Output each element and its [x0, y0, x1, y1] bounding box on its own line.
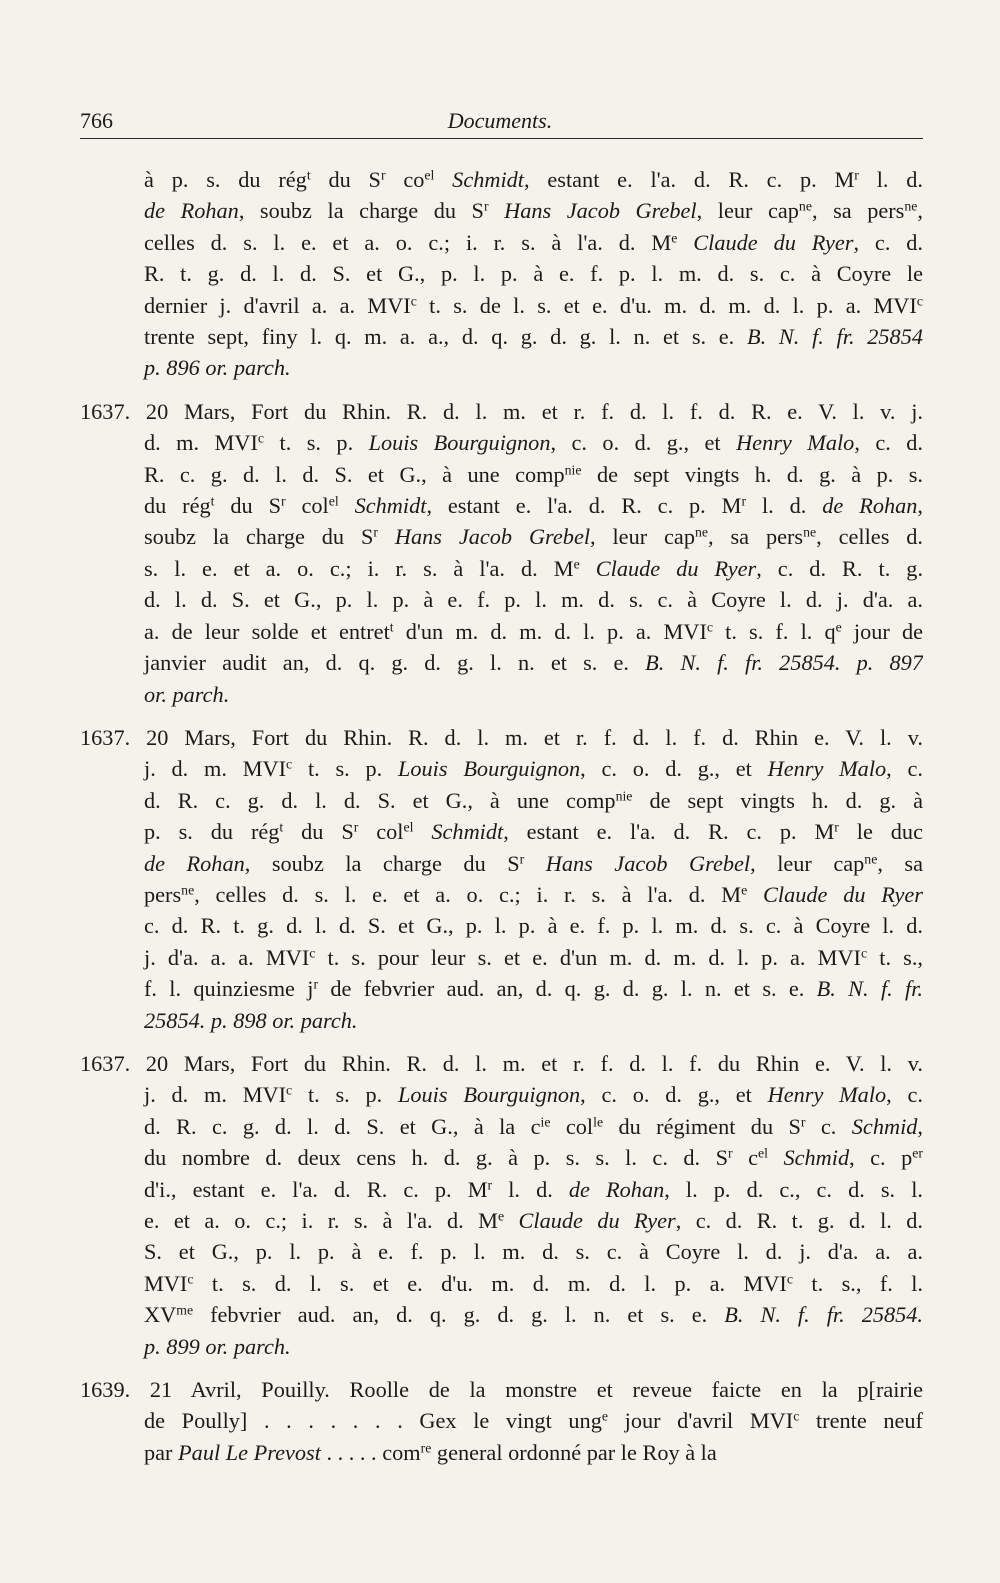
text-line: de Rohan, soubz la charge du $S^r$ Hans Jacob Grebel, leur cap$^{ne}$, sa pers$^{ne}$,	[144, 198, 923, 224]
text-line: d. m. MVI$^c$ t. s. p. Louis Bourguignon, c. o. d. g., et Henry Malo, c. d.	[144, 430, 923, 456]
running-title: Documents.	[447, 108, 553, 133]
text-line: de Rohan, soubz la charge du $S^r$ Hans Jacob Grebel, leur cap$^{ne}$, sa	[144, 850, 923, 876]
text-line: a. de leur solde et entret$^t$ d'un m. d. m. d. l. p. a. MVI$^c$ t. s. f. l. $q^e$ jour de	[144, 618, 923, 644]
text-line: du rég$^t$ du $S^r$ col$^{el}$ Schmidt, estant e. l'a. d. R. c. p. $M^r$ l. d. de Rohan,	[144, 493, 923, 519]
text-line: e. et a. o. c.; i. r. s. à l'a. d. Me Claude du Ryer, c. d. R. t. g. d. l. d.	[144, 1208, 923, 1233]
text-line: celles d. s. l. e. et a. o. c.; i. r. s. à l'a. d. Me Claude du Ryer, c. d.	[144, 229, 923, 255]
text-line: $XV^{me}$ febvrier aud. an, d. q. g. d. g. l. n. et s. e. B. N. f. fr. 25854.	[144, 1302, 923, 1328]
page-number: 766	[80, 108, 113, 133]
text-line: 25854. p. 898 or. parch.	[144, 1007, 358, 1033]
document-entry	[80, 164, 923, 384]
text-line: par Paul Le Prevost . . . . . com$^{re}$ general ordonné par le Roy à la	[144, 1439, 717, 1465]
document-entry	[80, 722, 923, 1036]
header-rule	[80, 138, 923, 139]
text-line: 1639. 21 Avril, Pouilly. Roolle de la monstre et reveue faicte en la p[rairie	[80, 1377, 923, 1403]
text-line: janvier audit an, d. q. g. d. g. l. n. et s. e. B. N. f. fr. 25854. p. 897	[144, 650, 923, 676]
text-line: R. c. g. d. l. d. S. et G., à une comp$^{nie}$ de sept vingts h. d. g. à p. s.	[144, 461, 923, 487]
text-line: dernier j. d'avril a. a. MVI$^c$ t. s. de l. s. et e. d'u. m. d. m. d. l. p. a. MVI$^c$	[144, 292, 923, 318]
text-line: or. parch.	[144, 681, 230, 707]
text-line: d. l. d. S. et G., p. l. p. à e. f. p. l. m. d. s. c. à Coyre l. d. j. d'a. a.	[144, 587, 923, 613]
text-line: trente sept, finy l. q. m. a. a., d. q. g. d. g. l. n. et s. e. B. N. f. fr. 25854	[144, 324, 923, 350]
text-line: c. d. R. t. g. d. l. d. S. et G., p. l. p. à e. f. p. l. m. d. s. c. à Coyre l. d.	[144, 913, 923, 939]
text-line: j. d. m. MVI$^c$ t. s. p. Louis Bourguignon, c. o. d. g., et Henry Malo, c.	[144, 756, 923, 782]
text-line: j. d'a. a. a. MVI$^c$ t. s. pour leur s. et e. d'un m. d. m. d. l. p. a. MVI$^c$ t. s.,	[144, 944, 923, 970]
text-line: du nombre d. deux cens h. d. g. à p. s. s. l. c. d. $S^r$ $c^{el}$ Schmid, c. $p^{er}$	[144, 1145, 923, 1171]
text-line: 1637. 20 Mars, Fort du Rhin. R. d. l. m. et r. f. d. l. f. d. R. e. V. l. v. j.	[80, 398, 923, 424]
text-line: S. et G., p. l. p. à e. f. p. l. m. d. s. c. à Coyre l. d. j. d'a. a. a.	[144, 1239, 923, 1265]
text-line: j. d. m. MVI$^c$ t. s. p. Louis Bourguignon, c. o. d. g., et Henry Malo, c.	[144, 1082, 923, 1108]
text-line: MVI$^c$ t. s. d. l. s. et e. d'u. m. d. m. d. l. p. a. MVI$^c$ t. s., f. l.	[144, 1270, 923, 1296]
text-line: de Poully] . . . . . . . Gex le vingt ung$^e$ jour d'avril MVI$^c$ trente neuf	[144, 1408, 923, 1434]
page-header	[80, 108, 920, 138]
text-line: 1637. 20 Mars, Fort du Rhin. R. d. l. m. et r. f. d. l. f. d. Rhin e. V. l. v.	[80, 724, 923, 750]
document-entry	[80, 1048, 923, 1362]
text-line: à p. s. du rég$^t$ du $S^r$ $co^{el}$ Schmidt, estant e. l'a. d. R. c. p. $M^r$ l. d.	[144, 167, 923, 192]
text-line: d. R. c. g. d. l. d. S. et G., à la $c^{ie}$ col$^{le}$ du régiment du $S^r$ c. Schmid,	[144, 1113, 923, 1139]
document-entry	[80, 1374, 923, 1468]
text-line: s. l. e. et a. o. c.; i. r. s. à l'a. d. Me Claude du Ryer, c. d. R. t. g.	[144, 555, 923, 581]
document-entry	[80, 396, 923, 710]
text-line: soubz la charge du $S^r$ Hans Jacob Grebel, leur cap$^{ne}$, sa pers$^{ne}$, celles d.	[144, 524, 923, 550]
text-line: R. t. g. d. l. d. S. et G., p. l. p. à e. f. p. l. m. d. s. c. à Coyre le	[144, 261, 923, 287]
document-body	[80, 164, 923, 1480]
text-line: pers$^{ne}$, celles d. s. l. e. et a. o. c.; i. r. s. à l'a. d. Me Claude du Ryer	[144, 881, 923, 907]
text-line: f. l. quinziesme $j^r$ de febvrier aud. an, d. q. g. d. g. l. n. et s. e. B. N. f. fr.	[144, 976, 923, 1002]
text-line: p. 899 or. parch.	[144, 1333, 291, 1359]
text-line: p. 896 or. parch.	[144, 355, 291, 381]
text-line: p. s. du rég$^t$ du $S^r$ col$^{el}$ Schmidt, estant e. l'a. d. R. c. p. $M^r$ le duc	[144, 819, 923, 845]
text-line: 1637. 20 Mars, Fort du Rhin. R. d. l. m. et r. f. d. l. f. du Rhin e. V. l. v.	[80, 1050, 923, 1076]
text-line: d. R. c. g. d. l. d. S. et G., à une comp$^{nie}$ de sept vingts h. d. g. à	[144, 787, 923, 813]
text-line: d'i., estant e. l'a. d. R. c. p. $M^r$ l. d. de Rohan, l. p. d. c., c. d. s. l.	[144, 1176, 923, 1202]
